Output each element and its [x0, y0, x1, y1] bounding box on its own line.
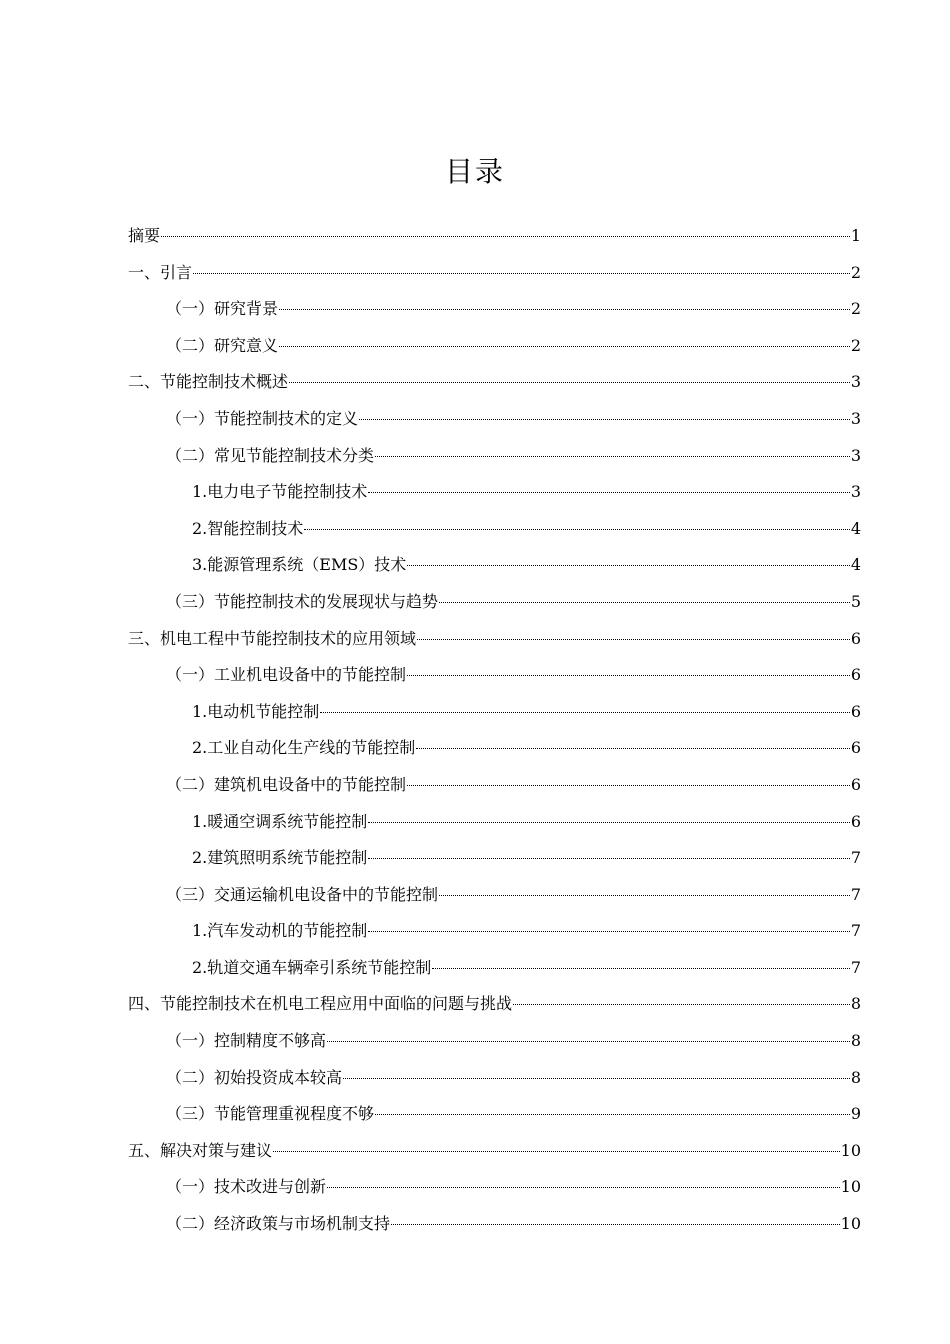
toc-page-number: 10: [840, 1177, 861, 1197]
toc-entry[interactable]: [128, 401, 861, 438]
toc-entry-title: （一）节能控制技术的定义: [166, 408, 359, 428]
toc-entry[interactable]: [128, 986, 861, 1023]
toc-dot-leader: [273, 1151, 840, 1152]
toc-page-number: 4: [850, 518, 861, 538]
toc-page-number: 2: [850, 299, 861, 319]
toc-entry-title: 2.建筑照明系统节能控制: [192, 848, 368, 868]
toc-entry-title: 3.能源管理系统（EMS）技术: [192, 555, 407, 575]
toc-dot-leader: [513, 1004, 850, 1005]
toc-entry-title: 2.智能控制技术: [192, 518, 304, 538]
toc-page-number: 4: [850, 555, 861, 575]
table-of-contents: [128, 218, 861, 1243]
toc-entry-title: （一）技术改进与创新: [166, 1177, 327, 1197]
toc-page-number: 3: [850, 482, 861, 502]
toc-entry-title: 1.电动机节能控制: [192, 701, 320, 721]
toc-entry-title: 1.电力电子节能控制技术: [192, 482, 368, 502]
toc-entry[interactable]: [128, 767, 861, 804]
toc-entry-title: （三）交通运输机电设备中的节能控制: [166, 884, 439, 904]
toc-entry-title: （一）控制精度不够高: [166, 1031, 327, 1051]
toc-entry[interactable]: [128, 1023, 861, 1060]
toc-dot-leader: [417, 639, 850, 640]
toc-dot-leader: [375, 1114, 850, 1115]
toc-entry-title: （二）常见节能控制技术分类: [166, 445, 375, 465]
toc-page-number: 3: [850, 445, 861, 465]
toc-entry-title: 三、机电工程中节能控制技术的应用领域: [128, 628, 417, 648]
toc-entry[interactable]: [128, 218, 861, 255]
toc-entry[interactable]: [128, 694, 861, 731]
toc-page-number: 7: [850, 848, 861, 868]
toc-entry-title: 四、节能控制技术在机电工程应用中面临的问题与挑战: [128, 994, 513, 1014]
toc-page-number: 7: [850, 957, 861, 977]
toc-entry[interactable]: [128, 1206, 861, 1243]
toc-page-number: 5: [850, 591, 861, 611]
toc-page-number: 7: [850, 921, 861, 941]
toc-dot-leader: [359, 419, 850, 420]
toc-dot-leader: [416, 748, 850, 749]
toc-entry[interactable]: [128, 364, 861, 401]
toc-page-number: 2: [850, 262, 861, 282]
toc-dot-leader: [439, 602, 850, 603]
toc-dot-leader: [289, 382, 850, 383]
toc-entry[interactable]: [128, 657, 861, 694]
toc-dot-leader: [279, 346, 850, 347]
toc-entry[interactable]: [128, 621, 861, 658]
toc-entry-title: 二、节能控制技术概述: [128, 372, 289, 392]
toc-entry[interactable]: [128, 730, 861, 767]
toc-page-number: 6: [850, 811, 861, 831]
toc-entry[interactable]: [128, 474, 861, 511]
toc-dot-leader: [327, 1187, 840, 1188]
toc-page-number: 7: [850, 884, 861, 904]
toc-entry-title: （三）节能管理重视程度不够: [166, 1104, 375, 1124]
toc-entry-title: （一）工业机电设备中的节能控制: [166, 665, 407, 685]
toc-dot-leader: [407, 675, 850, 676]
toc-page-number: 3: [850, 372, 861, 392]
toc-entry-title: 2.轨道交通车辆牵引系统节能控制: [192, 957, 432, 977]
page-title: 目录: [444, 155, 505, 188]
toc-entry[interactable]: [128, 584, 861, 621]
toc-page-number: 2: [850, 335, 861, 355]
toc-page-number: 8: [850, 1067, 861, 1087]
toc-entry[interactable]: [128, 1096, 861, 1133]
toc-dot-leader: [391, 1224, 840, 1225]
toc-entry[interactable]: [128, 328, 861, 365]
toc-entry[interactable]: [128, 438, 861, 475]
toc-entry[interactable]: [128, 1133, 861, 1170]
toc-page-number: 6: [850, 628, 861, 648]
toc-entry[interactable]: [128, 840, 861, 877]
toc-dot-leader: [304, 529, 850, 530]
toc-dot-leader: [368, 492, 850, 493]
toc-page-number: 6: [850, 665, 861, 685]
toc-entry[interactable]: [128, 877, 861, 914]
toc-dot-leader: [368, 931, 850, 932]
toc-entry-title: （二）建筑机电设备中的节能控制: [166, 774, 407, 794]
toc-dot-leader: [279, 309, 850, 310]
toc-entry[interactable]: [128, 1060, 861, 1097]
toc-dot-leader: [161, 236, 850, 237]
toc-entry[interactable]: [128, 291, 861, 328]
toc-entry[interactable]: [128, 547, 861, 584]
toc-dot-leader: [407, 785, 850, 786]
toc-page-number: 9: [850, 1104, 861, 1124]
toc-entry[interactable]: [128, 511, 861, 548]
toc-entry-title: 一、引言: [128, 262, 193, 282]
toc-entry-title: （一）研究背景: [166, 299, 279, 319]
toc-page-number: 10: [840, 1214, 861, 1234]
toc-entry-title: 2.工业自动化生产线的节能控制: [192, 738, 416, 758]
toc-entry[interactable]: [128, 255, 861, 292]
toc-dot-leader: [343, 1078, 850, 1079]
toc-entry[interactable]: [128, 913, 861, 950]
toc-entry[interactable]: [128, 1169, 861, 1206]
toc-dot-leader: [407, 565, 850, 566]
toc-page-number: 8: [850, 1031, 861, 1051]
toc-entry-title: 1.暖通空调系统节能控制: [192, 811, 368, 831]
toc-dot-leader: [327, 1041, 850, 1042]
toc-entry-title: （二）研究意义: [166, 335, 279, 355]
toc-dot-leader: [368, 858, 850, 859]
toc-entry-title: （三）节能控制技术的发展现状与趋势: [166, 591, 439, 611]
toc-dot-leader: [368, 822, 850, 823]
toc-page-number: 3: [850, 408, 861, 428]
toc-entry-title: 摘要: [128, 226, 161, 245]
toc-dot-leader: [320, 712, 850, 713]
toc-page-number: 8: [850, 994, 861, 1014]
toc-dot-leader: [193, 273, 850, 274]
toc-dot-leader: [439, 895, 850, 896]
toc-dot-leader: [432, 968, 850, 969]
toc-page-number: 6: [850, 738, 861, 758]
toc-page-number: 6: [850, 701, 861, 721]
toc-entry-title: 五、解决对策与建议: [128, 1140, 273, 1160]
toc-page-number: 10: [840, 1140, 861, 1160]
toc-entry-title: 1.汽车发动机的节能控制: [192, 921, 368, 941]
toc-dot-leader: [375, 456, 850, 457]
toc-entry[interactable]: [128, 804, 861, 841]
toc-entry-title: （二）经济政策与市场机制支持: [166, 1214, 391, 1234]
toc-entry[interactable]: [128, 950, 861, 987]
toc-entry-title: （二）初始投资成本较高: [166, 1067, 343, 1087]
toc-page-number: 1: [850, 226, 861, 245]
toc-page-number: 6: [850, 774, 861, 794]
